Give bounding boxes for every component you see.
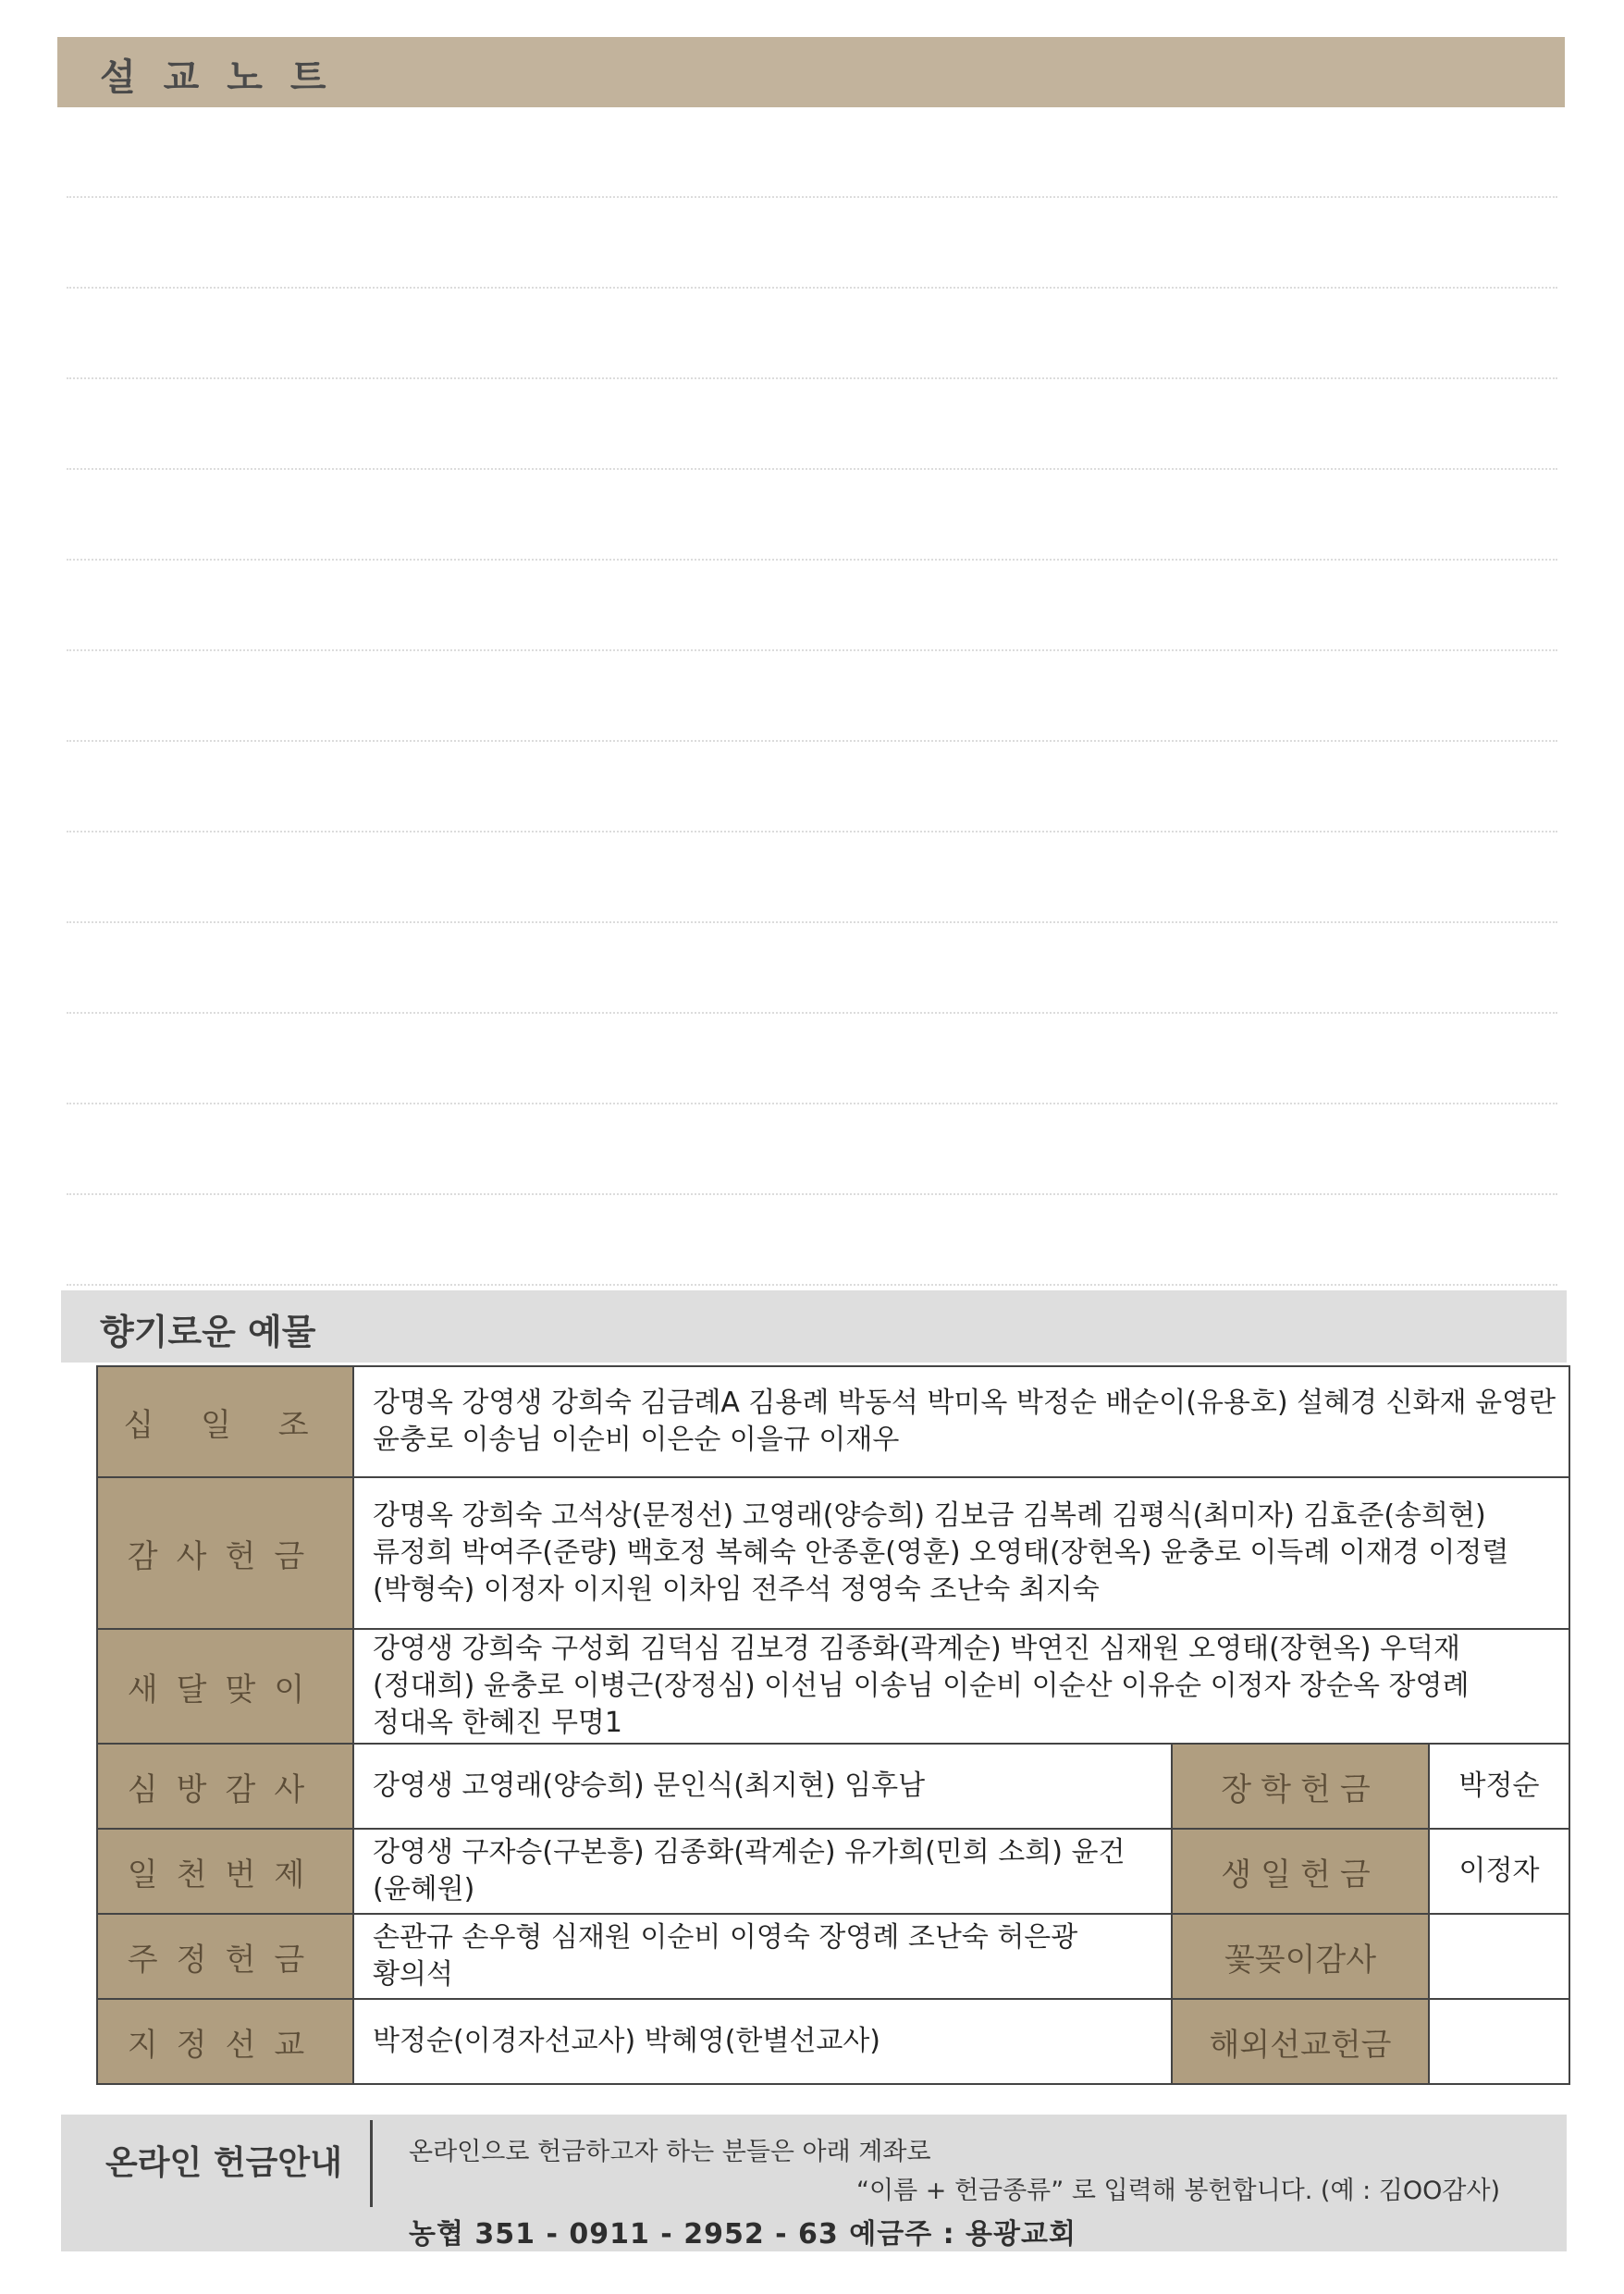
note-line [67, 1284, 1557, 1286]
note-line [67, 1193, 1557, 1195]
designated-mission-names: 박정순(이경자선교사) 박혜영(한별선교사) [353, 1999, 1172, 2084]
note-line [67, 287, 1557, 289]
note-line [67, 831, 1557, 832]
offering-row-designated-mission [97, 1999, 1569, 2084]
tithe-names: 강명옥 강영생 강희숙 김금례A 김용례 박동석 박미옥 박정순 배순이(유용호) 설혜경 신화재 윤영란 윤충로 이송님 이순비 이은순 이을규 이재우 [353, 1366, 1569, 1477]
online-divider [370, 2120, 373, 2207]
thanksgiving-label: 감사헌금 [97, 1477, 353, 1629]
offering-table [96, 1365, 1570, 2085]
new-month-names: 강영생 강희숙 구성회 김덕심 김보경 김종화(곽계순) 박연진 심재원 오영태(장현옥) 우덕재(정대희) 윤충로 이병근(장정심) 이선님 이송님 이순비 이순산 이유순 이정자 장순옥 장영례 정대옥 한혜진 무명1 [353, 1629, 1569, 1744]
note-line [67, 377, 1557, 379]
thousand-offering-label: 일천번제 [97, 1829, 353, 1914]
offering-row-new-month [97, 1629, 1569, 1744]
sermon-note-header [57, 37, 1565, 107]
offering-row-thousand [97, 1829, 1569, 1914]
birthday-names: 이정자 [1429, 1829, 1569, 1914]
weekly-offering-label: 주정헌금 [97, 1914, 353, 1999]
online-offering-title: 온라인 헌금안내 [105, 2144, 342, 2182]
online-instruction-line1: 온라인으로 헌금하고자 하는 분들은 아래 계좌로 [409, 2138, 931, 2166]
overseas-mission-label: 해외선교헌금 [1172, 1999, 1429, 2084]
thanksgiving-names: 강명옥 강희숙 고석상(문정선) 고영래(양승희) 김보금 김복례 김평식(최미자) 김효준(송희현) 류정희 박여주(준량) 백호정 복혜숙 안종훈(영훈) 오영태(장현옥) 윤충로 이득례 이재경 이정렬(박형숙) 이정자 이지원 이차임 전주석 정영숙 조난숙 최지숙 [353, 1477, 1569, 1629]
note-line [67, 921, 1557, 923]
new-month-label: 새달맞이 [97, 1629, 353, 1744]
offering-row-visitation [97, 1744, 1569, 1829]
note-line [67, 1103, 1557, 1104]
visitation-label: 심방감사 [97, 1744, 353, 1829]
weekly-offering-names: 손관규 손우형 심재원 이순비 이영숙 장영례 조난숙 허은광 황의석 [353, 1914, 1172, 1999]
scholarship-names: 박정순 [1429, 1744, 1569, 1829]
offering-row-tithe [97, 1366, 1569, 1477]
visitation-names: 강영생 고영래(양승희) 문인식(최지현) 임후남 [353, 1744, 1172, 1829]
offering-header [61, 1290, 1567, 1363]
offering-row-weekly [97, 1914, 1569, 1999]
online-instruction-line2: “이름 + 헌금종류” 로 입력해 봉헌합니다. (예 : 김OO감사) [856, 2177, 1501, 2205]
tithe-label: 십 일 조 [97, 1366, 353, 1477]
note-line [67, 1012, 1557, 1014]
note-line [67, 468, 1557, 470]
flower-label: 꽃꽂이감사 [1172, 1914, 1429, 1999]
scholarship-label: 장학헌금 [1172, 1744, 1429, 1829]
note-line [67, 740, 1557, 742]
overseas-mission-names [1429, 1999, 1569, 2084]
birthday-label: 생일헌금 [1172, 1829, 1429, 1914]
offering-row-thanksgiving [97, 1477, 1569, 1629]
offering-title: 향기로운 예물 [100, 1312, 316, 1352]
note-line [67, 196, 1557, 198]
note-line [67, 649, 1557, 651]
flower-names [1429, 1914, 1569, 1999]
bank-account-info: 농협 351 - 0911 - 2952 - 63 예금주 : 용광교회 [409, 2218, 1077, 2251]
note-line [67, 559, 1557, 561]
designated-mission-label: 지정선교 [97, 1999, 353, 2084]
sermon-note-title: 설교노트 [100, 56, 354, 99]
thousand-offering-names: 강영생 구자승(구본흥) 김종화(곽계순) 유가희(민희 소희) 윤건(윤혜원) [353, 1829, 1172, 1914]
online-offering-section [61, 2115, 1567, 2251]
